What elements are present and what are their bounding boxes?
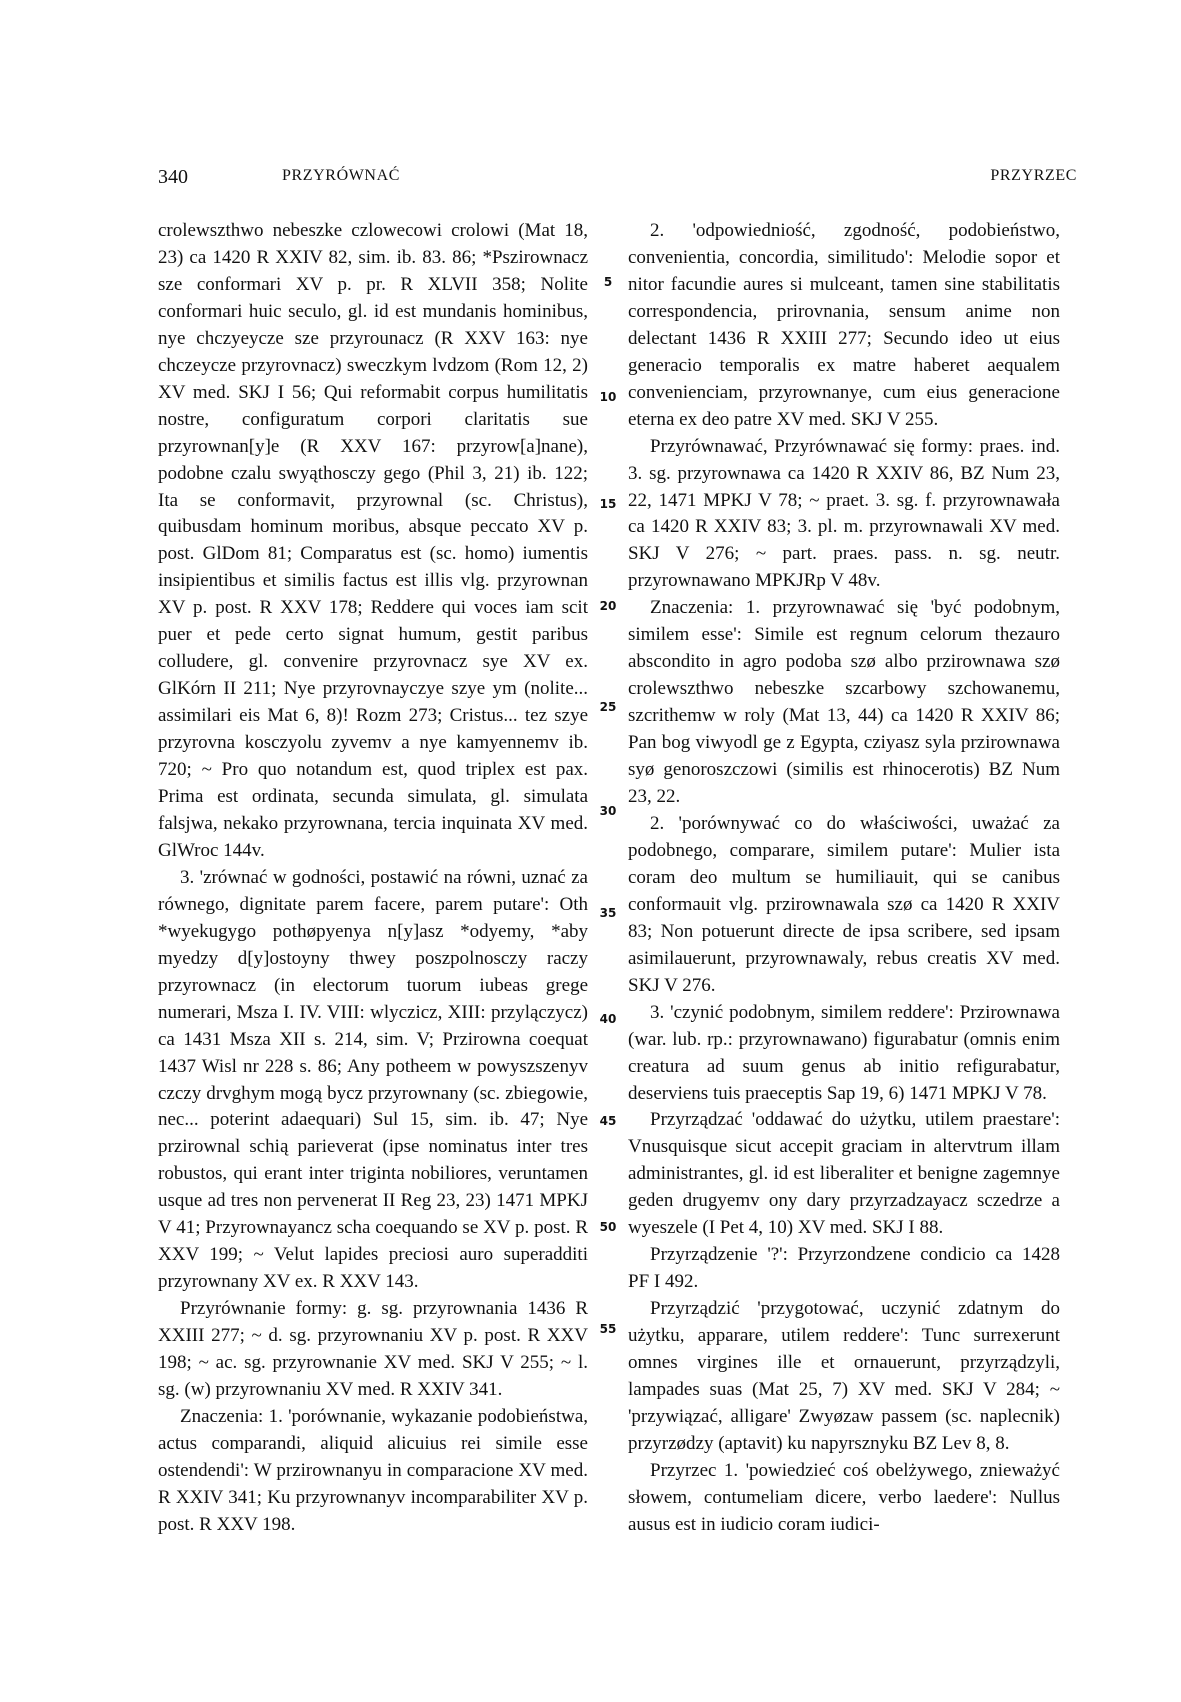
entry-paragraph: Przyrządzić 'przygotować, uczynić zdatnym do użytku, apparare, utilem reddere': Tunc surrexerunt omnes virgines ille et ornauerunt, przyrządzyli, lampades suas (Mat 25, 7) XV med. SKJ V 284; ~ 'przywiązać, alligare' Zwyøzaw passem (sc. naplecnik) przyrzødzy (aptavit) ku napyrsznyku BZ Lev 8, 8. — [628, 1298, 1060, 1454]
right-column — [628, 218, 1060, 1539]
entry-paragraph: Przyrównanie formy: g. sg. przyrownania 1436 R XXIII 277; ~ d. sg. przyrownaniu XV p. post. R XXV 198; ~ ac. sg. przyrownanie XV med. SKJ V 255; ~ l. sg. (w) przyrownaniu XV med. R XXIV 341. — [158, 1298, 588, 1400]
entry-paragraph: crolewszthwo nebeszke czlowecowi crolowi (Mat 18, 23) ca 1420 R XXIV 82, sim. ib. 83. 86; *Pszirownacz sze conformari XV p. pr. R XLVII 358; Nolite conformari huic seculo, gl. id est mundanis hominibus, nye chczyeycze sze przyrounacz (R XXV 163: nye chczeycze przyrovnacz) sweczkym lvdzom (Rom 12, 2) XV med. SKJ I 56; Qui reformabit corpus humilitatis nostre, configuratum corpori claritatis sue przyrownan[y]e (R XXV 167: przyrow[a]nane), podobne czalu swyąthosczy gego (Phil 3, 21) ib. 122; Ita se conformavit, przyrownal (sc. Christus), quibusdam hominum moribus, absque peccato XV p. post. GlDom 81; Comparatus est (sc. homo) iumentis insipientibus et similis factus est illis vlg. przyrownan XV p. post. R XXV 178; Reddere qui voces iam scit puer et pede certo signat humum, gestit paribus colludere, gl. convenire przyrovnacz sye XV ex. GlKórn II 211; Nye przyrovnayczye szye ym (nolite... assimilari eis Mat 6, 8)! Rozm 273; Cristus... tez szye przyrovna kosczyolu zyvemv a nye kamyennemv ib. 720; ~ Pro quo notandum est, quod triplex est pax. Prima est ordinata, secunda simulata, gl. simulata falsjwa, nekako przyrownana, tercia inquinata XV med. GlWroc 144v. — [158, 220, 588, 861]
entry-paragraph: 3. 'czynić podobnym, similem reddere': Przirownawa (war. lub. rp.: przyrownawano) figurabatur (omnis enim creatura ad suum genus ab initio refigurabatur, deserviens tuis praeceptis Sap 19, 6) 1471 MPKJ V 78. — [628, 1001, 1060, 1104]
entry-paragraph: Znaczenia: 1. 'porównanie, wykazanie podobieństwa, actus comparandi, aliquid alicuius rei simile esse ostendendi': W przirownanyu in comparacione XV med. R XXIV 341; Ku przyrownanyv incomparabiliter XV p. post. R XXV 198. — [158, 1405, 588, 1535]
line-number: 15 — [599, 497, 617, 511]
entry-paragraph: Przyrządzenie '?': Przyrzondzene condicio ca 1428 PF I 492. — [628, 1244, 1060, 1293]
entry-paragraph: 2. 'porównywać co do właściwości, uważać za podobnego, comparare, similem putare': Mulier ista coram deo multum se humiliauit, qui se canibus conformauit vlg. przirownawala szø ca 1420 R XXIV 83; Non potuerunt directe de ipsa scribere, sed ipsam asimilauerunt, przyrownawaly, rebus creatis XV med. SKJ V 276. — [628, 812, 1060, 996]
line-number: 10 — [599, 390, 617, 404]
line-number: 55 — [599, 1322, 617, 1336]
entry-paragraph: Znaczenia: 1. przyrownawać się 'być podobnym, similem esse': Simile est regnum celorum thezauro abscondito in agro podoba szø albo przirownawa szø crolewszthwo nebeszke szcarbowy szchowanemu, szcrithemw w roly (Mat 13, 44) ca 1420 R XXIV 86; Pan bog viwyodl ge z Egypta, cziyasz syla przirownawa syø genoroszczowi (similis est rhinocerotis) BZ Num 23, 22. — [628, 597, 1060, 808]
entry-paragraph: Przyrządzać 'oddawać do użytku, utilem praestare': Vnusquisque sicut accepit graciam in altervtrum illam administrantes, gl. id est liberaliter et benigne zagemnye geden drugyemv ony dary przyrzadzayacz sczedrze a wyeszele (I Pet 4, 10) XV med. SKJ I 88. — [628, 1109, 1060, 1239]
entry-paragraph: 3. 'zrównać w godności, postawić na równi, uznać za równego, dignitate parem facere, parem putare': Oth *wyekugygo pothøpyenya n[y]asz *odyemy, *aby myedzy d[y]ostoyny thwey poszpolnosczy raczy przyrownacz (in electorum tuorum iubeas grege numerari, Msza I. IV. VIII: wlyczicz, XIII: przylączycz) ca 1431 Msza XII s. 214, sim. V; Przirowna coequat 1437 Wisl nr 228 s. 86; Any potheem w powyszszenyv czczy drvghym mogą bycz przyrownany (sc. zbiegowie, nec... poterint adaequari) Sul 15, sim. ib. 47; Nye przirownal schią parieverat (ipse nominatus inter tres robustos, qui erant inter triginta nobiliores, veruntamen usque ad tres non pervenerat II Reg 23, 23) 1471 MPKJ V 41; Przyrownayancz scha coequando se XV p. post. R XXV 199; ~ Velut lapides preciosi auro superadditi przyrownany XV ex. R XXV 143. — [158, 866, 588, 1293]
line-number: 30 — [599, 804, 617, 818]
running-header — [158, 166, 1077, 192]
line-number: 35 — [599, 906, 617, 920]
entry-paragraph: Przyrównawać, Przyrównawać się formy: praes. ind. 3. sg. przyrownawa ca 1420 R XXIV 86, BZ Num 23, 22, 1471 MPKJ V 78; ~ praet. 3. sg. f. przyrownawała ca 1420 R XXIV 83; 3. pl. m. przyrownawali XV med. SKJ V 276; ~ part. praes. pass. n. sg. neutr. przyrownawano MPKJRp V 48v. — [628, 435, 1060, 592]
line-number-gutter — [596, 218, 620, 1698]
right-running-head: PRZYRZEC — [990, 167, 1077, 184]
line-number: 50 — [599, 1220, 617, 1234]
line-number: 5 — [603, 275, 613, 289]
left-column — [158, 218, 588, 1539]
line-number: 25 — [599, 700, 617, 714]
page-number: 340 — [158, 166, 188, 188]
line-number: 45 — [599, 1114, 617, 1128]
entry-paragraph: Przyrzec 1. 'powiedzieć coś obelżywego, znieważyć słowem, contumeliam dicere, verbo laedere': Nullus ausus est in iudicio coram iudici- — [628, 1459, 1060, 1535]
line-number: 20 — [599, 599, 617, 613]
left-running-head: PRZYRÓWNAĆ — [282, 167, 401, 184]
line-number: 40 — [599, 1012, 617, 1026]
entry-paragraph: 2. 'odpowiedniość, zgodność, podobieństwo, convenientia, concordia, similitudo': Melodie sopor et nitor facundie aures si mulceant, tamen sine stabilitatis correspondencia, prirovnania, sensum anime non delectant 1436 R XXIII 277; Secundo ideo ut eius generacio temporalis ex matre haberet aequalem convenienciam, przyrownanye, cum eius generacione eterna ex deo patre XV med. SKJ V 255. — [628, 220, 1060, 430]
